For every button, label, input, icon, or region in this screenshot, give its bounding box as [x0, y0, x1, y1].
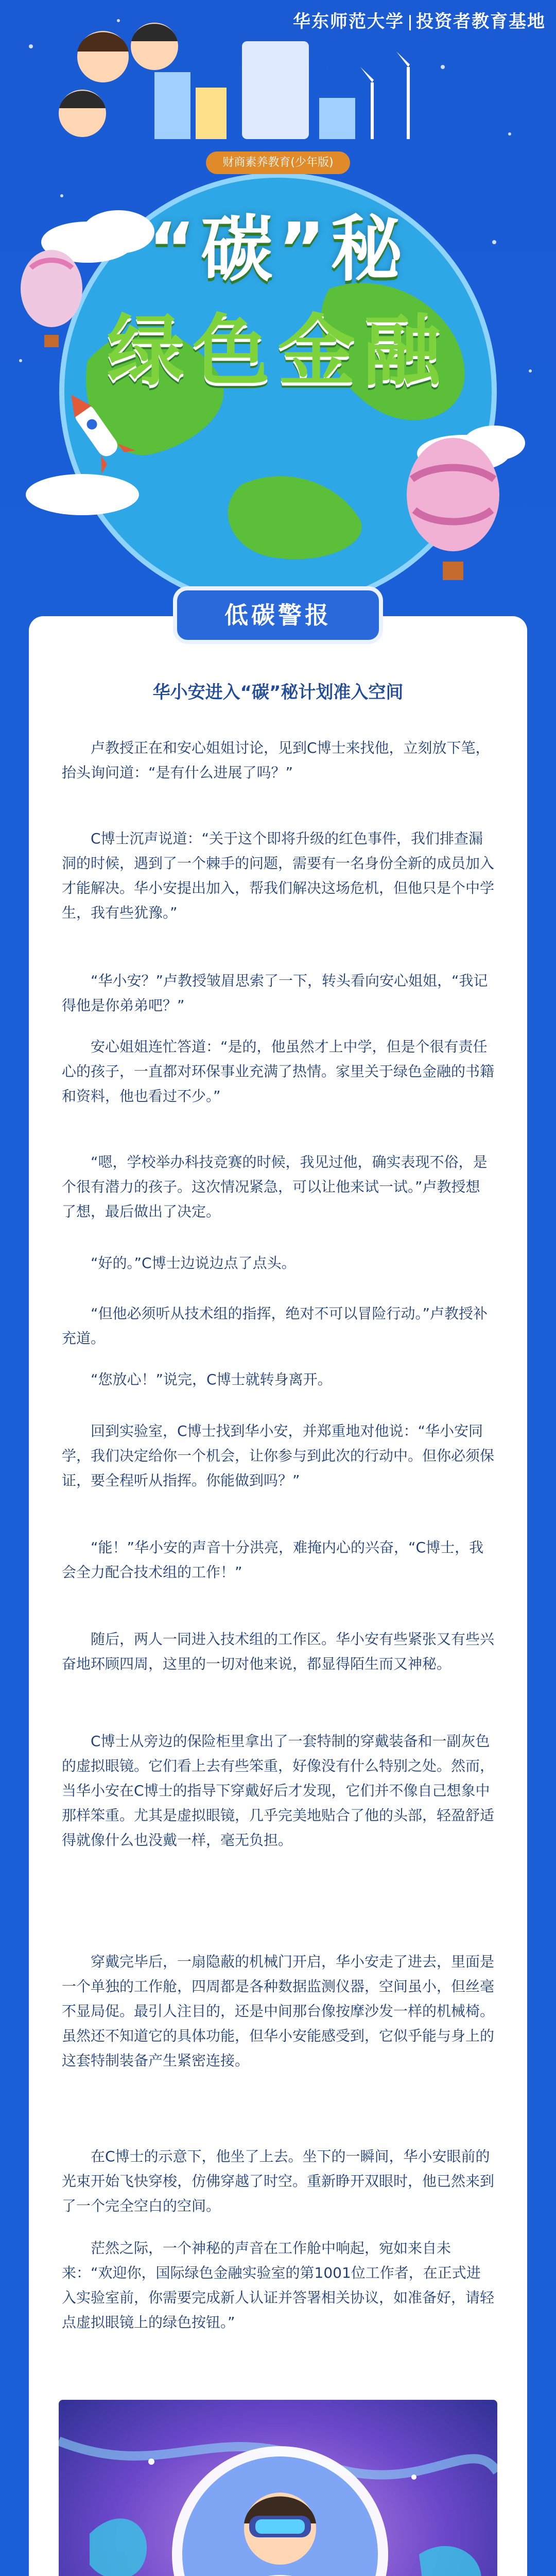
- story-paragraph: 卢教授正在和安心姐姐讨论，见到C博士来找他，立刻放下笔，抬头询问道：“是有什么进展了吗？”: [62, 739, 490, 781]
- story-paragraph: “好的。”C博士边说边点了点头。: [91, 1255, 296, 1272]
- edition-tag: 财商素养教育(少年版): [206, 151, 350, 174]
- hero-banner: [0, 0, 556, 608]
- hot-air-balloon-icon: [407, 438, 499, 580]
- story-paragraph: C博士沉声说道：“关于这个即将升级的红色事件，我们排查漏洞的时候，遇到了一个棘手的问题，需要有一名身份全新的成员加入才能解决。华小安提出加入，帮我们解决这场危机，但他只是个中学生，我有些犹豫。”: [62, 830, 495, 921]
- story-paragraph: 回到实验室，C博士找到华小安，并郑重地对他说：“华小安同学，我们决定给你一个机会，让你参与到此次的行动中。但你必须保证，要全程听从指挥。你能做到吗？”: [62, 1422, 495, 1489]
- page-title-line2: 绿色金融: [107, 307, 449, 396]
- story-card: [29, 601, 527, 2576]
- story-paragraph: “您放心！”说完，C博士就转身离开。: [91, 1371, 332, 1388]
- story-paragraph: C博士从旁边的保险柜里拿出了一套特制的穿戴装备和一副灰色的虚拟眼镜。它们看上去有些笨重，好像没有什么特别之处。然而，当华小安在C博士的指导下穿戴好后才发现，它们并不像自己想象中那样笨重。尤其是虚拟眼镜，几乎完美地贴合了他的头部，轻盈舒适得就像什么也没戴一样，毫无负担。: [62, 1733, 495, 1849]
- brand-sub: 投资者教育基地: [416, 11, 546, 32]
- story-paragraph: 在C博士的示意下，他坐了上去。坐下的一瞬间，华小安眼前的光束开始飞快穿梭，仿佛穿越了时空。重新睁开双眼时，他已然来到了一个完全空白的空间。: [62, 2148, 495, 2214]
- wind-turbine-icon: [360, 52, 410, 139]
- page-title-line1: “碳”秘: [148, 208, 408, 292]
- story-paragraph: “嗯，学校举办科技竞赛的时候，我见过他，确实表现不俗，是个很有潜力的孩子。这次情况紧急，可以让他来试一试。”卢教授想了想，最后做出了决定。: [62, 1154, 488, 1220]
- story-subtitle: 华小安进入“碳”秘计划准入空间: [152, 682, 404, 703]
- vr-goggles-illustration: [59, 2400, 497, 2576]
- story-paragraph: “能！”华小安的声音十分洪亮，难掩内心的兴奋，“C博士，我会全力配合技术组的工作！”: [62, 1539, 484, 1581]
- brand-divider: [409, 15, 411, 30]
- story-paragraph: “华小安？”卢教授皱眉思索了一下，转头看向安心姐姐，“我记得他是你弟弟吧？”: [62, 972, 488, 1014]
- story-paragraph: 茫然之际，一个神秘的声音在工作舱中响起，宛如来自未来：“欢迎你，国际绿色金融实验室的第1001位工作者，在正式进入实验室前，你需要完成新人认证并答署相关协议，如准备好，请轻点虚拟眼镜上的绿色按钮。”: [62, 2240, 495, 2331]
- story-paragraph: 安心姐姐连忙答道：“是的，他虽然才上中学，但是个很有责任心的孩子，一直都对环保事业充满了热情。家里关于绿色金融的书籍和资料，他也看过不少。”: [62, 1038, 495, 1105]
- brand-logo: [293, 7, 546, 32]
- brand-name: 华东师范大学: [293, 11, 404, 32]
- story-paragraph: “但他必须听从技术组的指挥，绝对不可以冒险行动。”卢教授补充道。: [62, 1305, 488, 1347]
- card-banner-title: 低碳警报: [177, 590, 379, 640]
- story-paragraph: 穿戴完毕后，一扇隐蔽的机械门开启，华小安走了进去，里面是一个单独的工作舱，四周都是各种数据监测仪器，空间虽小，但丝毫不显局促。最引人注目的，还是中间那台像按摩沙发一样的机械椅。虽然还不知道它的具体功能，但华小安能感受到，它似乎能与身上的这套特制装备产生紧密连接。: [62, 1953, 495, 2069]
- story-paragraph: 随后，两人一同进入技术组的工作区。华小安有些紧张又有些兴奋地环顾四周，这里的一切对他来说，都显得陌生而又神秘。: [62, 1631, 495, 1672]
